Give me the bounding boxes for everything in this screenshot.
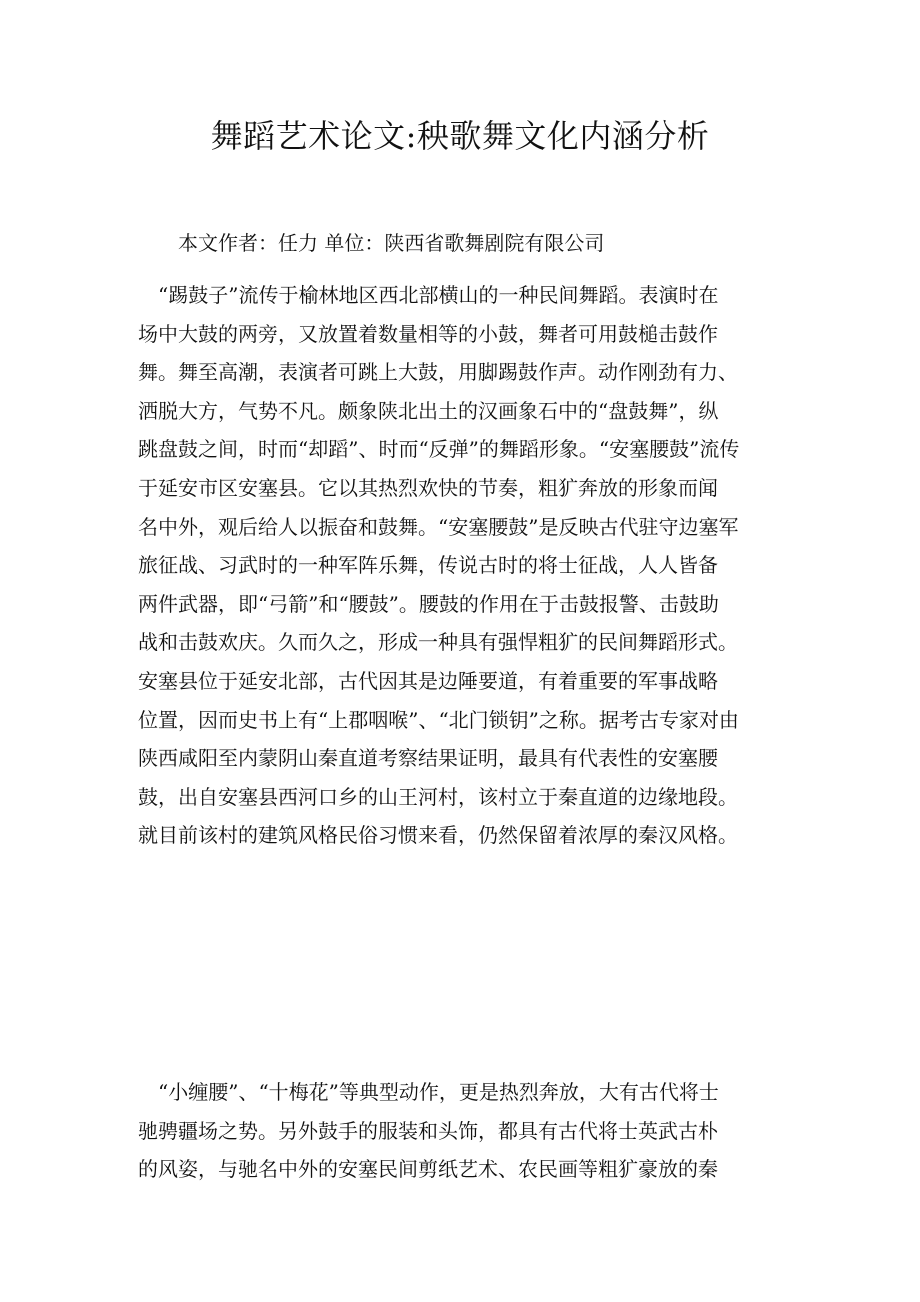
paragraph-line: 陕西咸阳至内蒙阴山秦直道考察结果证明，最具有代表性的安塞腰 [138,746,718,771]
paragraph-line: “小缠腰”、“十梅花”等典型动作，更是热烈奔放，大有古代将士 [138,1080,719,1104]
paragraph-line: 驰骋疆场之势。另外鼓手的服装和头饰，都具有古代将士英武古朴 [138,1118,718,1143]
paragraph-2 [138,1073,788,1189]
paragraph-line: 两件武器，即“弓箭”和“腰鼓”。腰鼓的作用在于击鼓报警、击鼓助 [138,591,719,616]
paragraph-line: 位置，因而史书上有“上郡咽喉”、“北门锁钥”之称。据考古专家对由 [138,707,739,732]
paragraph-line: 场中大鼓的两旁，又放置着数量相等的小鼓，舞者可用鼓槌击鼓作 [138,321,718,346]
paragraph-line: 跳盘鼓之间，时而“却蹈”、时而“反弹”的舞蹈形象。“安塞腰鼓”流传 [138,437,740,462]
document-title: 舞蹈艺术论文:秧歌舞文化内涵分析 [210,117,710,155]
paragraph-line: 安塞县位于延安北部，古代因其是边陲要道，有着重要的军事战略 [138,668,718,693]
paragraph-line: 洒脱大方，气势不凡。颇象陕北出土的汉画象石中的“盘鼓舞”，纵 [138,398,719,423]
paragraph-line: 旅征战、习武时的一种军阵乐舞，传说古时的将士征战，人人皆备 [138,553,718,578]
paragraph-line: 就目前该村的建筑风格民俗习惯来看，仍然保留着浓厚的秦汉风格。 [138,823,738,848]
paragraph-line: “踢鼓子”流传于榆林地区西北部横山的一种民间舞蹈。表演时在 [138,283,719,307]
paragraph-1 [138,276,788,855]
paragraph-line: 的风姿，与驰名中外的安塞民间剪纸艺术、农民画等粗犷豪放的秦 [138,1157,718,1182]
paragraph-line: 鼓，出自安塞县西河口乡的山王河村，该村立于秦直道的边缘地段。 [138,784,738,809]
author-line: 本文作者：任力 单位：陕西省歌舞剧院有限公司 [178,231,605,255]
paragraph-line: 名中外，观后给人以振奋和鼓舞。“安塞腰鼓”是反映古代驻守边塞军 [138,514,739,539]
paragraph-line: 战和击鼓欢庆。久而久之，形成一种具有强悍粗犷的民间舞蹈形式。 [138,630,738,655]
paragraph-line: 于延安市区安塞县。它以其热烈欢快的节奏，粗犷奔放的形象而闻 [138,475,718,500]
paragraph-line: 舞。舞至高潮，表演者可跳上大鼓，用脚踢鼓作声。动作刚劲有力、 [138,360,738,385]
